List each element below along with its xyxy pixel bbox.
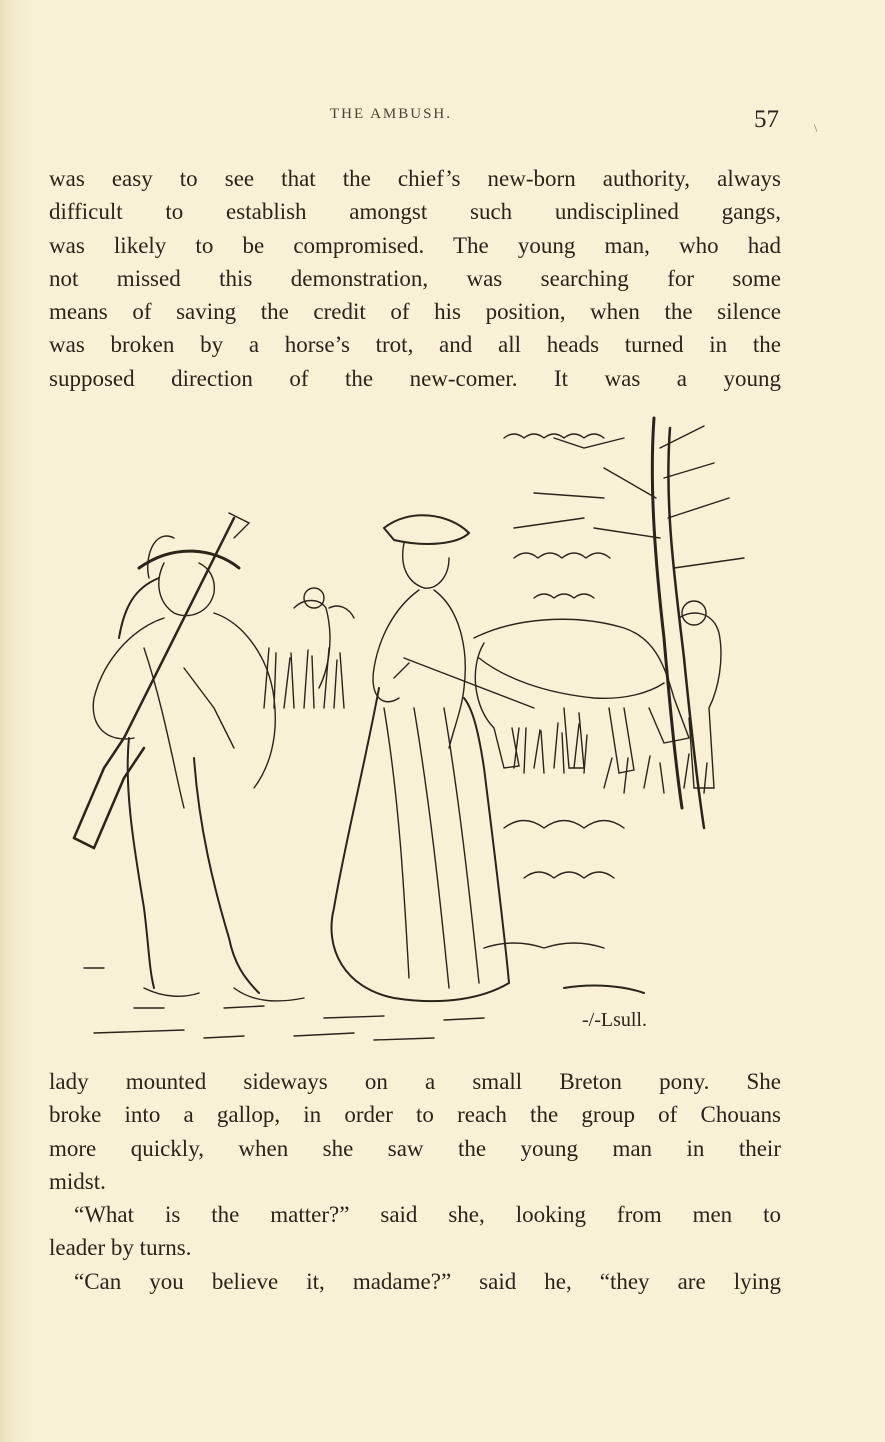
text-line: means of saving the credit of his position, when the silence [49, 299, 781, 325]
text-line: midst. [49, 1168, 106, 1194]
margin-tick: \ [814, 121, 818, 135]
page-number: 57 [754, 106, 779, 133]
text-line: broke into a gallop, in order to reach the group of Chouans [49, 1102, 781, 1128]
running-title: THE AMBUSH. [330, 106, 453, 122]
text-line: difficult to establish amongst such undisciplined gangs, [49, 199, 781, 225]
engraving-art [64, 408, 769, 1058]
paragraph-top [49, 162, 781, 395]
text-line: more quickly, when she saw the young man in their [49, 1135, 781, 1161]
text-line: was broken by a horse’s trot, and all heads turned in the [49, 332, 781, 358]
artist-signature: -/-Lsull. [582, 1009, 647, 1031]
text-line: supposed direction of the new-comer. It was a young [49, 365, 781, 391]
text-line: “What is the matter?” said she, looking from men to [74, 1202, 781, 1228]
paragraph-bottom [49, 1065, 781, 1298]
text-line: was easy to see that the chief’s new-born authority, always [49, 166, 781, 191]
text-line: was likely to be compromised. The young man, who had [49, 232, 781, 258]
text-line: not missed this demonstration, was searching for some [49, 265, 781, 291]
text-line: “Can you believe it, madame?” said he, “they are lying [74, 1268, 781, 1294]
illustration-engraving [64, 408, 769, 1058]
text-line: leader by turns. [49, 1235, 192, 1261]
text-line: lady mounted sideways on a small Breton pony. She [49, 1069, 781, 1094]
